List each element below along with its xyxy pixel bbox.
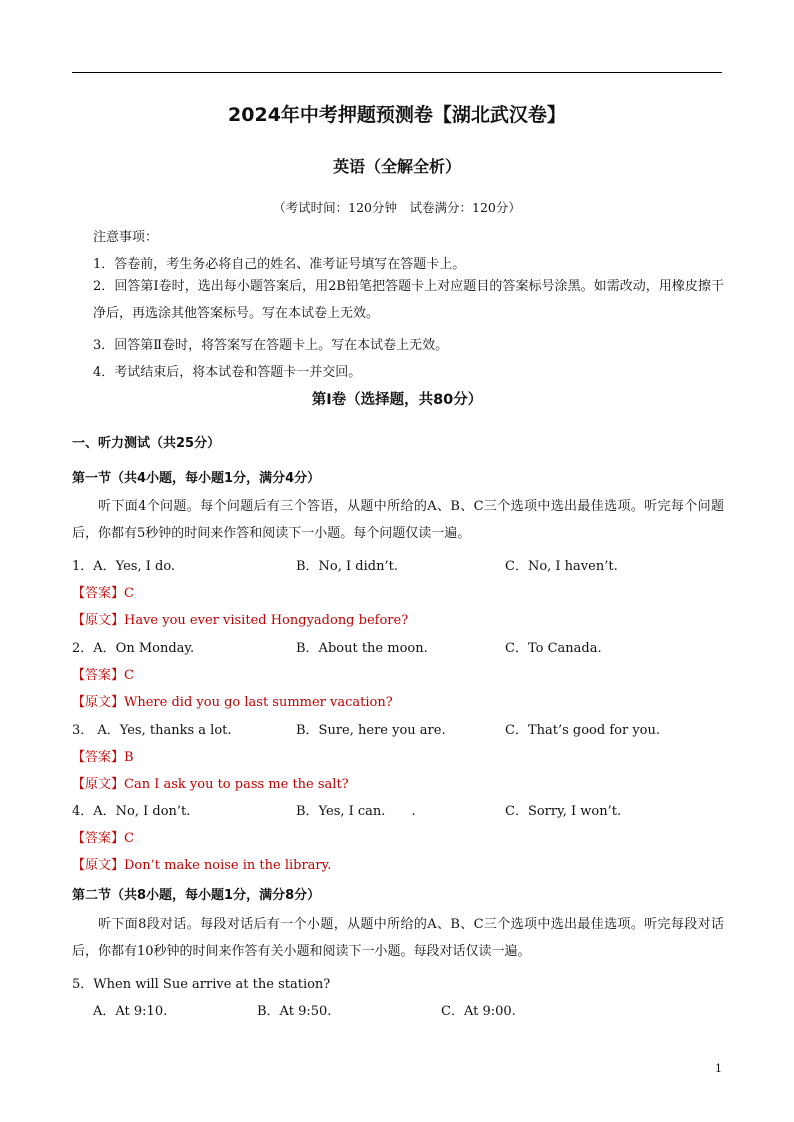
- note-item: 3．回答第Ⅱ卷时，将答案写在答题卡上。写在本试卷上无效。: [93, 338, 449, 353]
- option-b: B．At 9:50.: [257, 1004, 332, 1019]
- subsection-title: 第一节（共4小题，每小题1分，满分4分）: [72, 471, 321, 486]
- option-c: C．To Canada.: [505, 641, 602, 656]
- header-rule: [72, 72, 722, 73]
- option-c: C．That’s good for you.: [505, 723, 660, 738]
- answer: 【答案】C: [72, 586, 134, 601]
- option-c: C．Sorry, I won’t.: [505, 804, 622, 819]
- original-text: 【原文】Where did you go last summer vacation?: [72, 695, 393, 710]
- instructions: 听下面8段对话。每段对话后有一个小题，从题中所给的A、B、C三个选项中选出最佳选项。听完每段对话后，你都有10秒钟的时间来作答有关小题和阅读下一小题。每段对话仅读一遍。: [72, 917, 724, 959]
- note-item: 2．回答第Ⅰ卷时，选出每小题答案后，用2B铅笔把答题卡上对应题目的答案标号涂黑。如需改动，用橡皮擦干净后，再选涂其他答案标号。写在本试卷上无效。: [93, 279, 724, 321]
- option-c: C．No, I haven’t.: [505, 559, 618, 574]
- option-a: 4．A．No, I don’t.: [72, 804, 191, 819]
- question-row: [72, 719, 724, 739]
- original-text: 【原文】Have you ever visited Hongyadong before?: [72, 613, 409, 628]
- option-c: C．At 9:00.: [441, 1004, 516, 1019]
- section-title: 一、听力测试（共25分）: [72, 436, 221, 451]
- document-title: 2024年中考押题预测卷【湖北武汉卷】: [228, 104, 566, 126]
- instructions: 听下面4个问题。每个问题后有三个答语，从题中所给的A、B、C三个选项中选出最佳选项。听完每个问题后，你都有5秒钟的时间来作答和阅读下一小题。每个问题仅读一遍。: [72, 499, 724, 541]
- original-text: 【原文】Can I ask you to pass me the salt?: [72, 777, 349, 792]
- notes-heading: 注意事项：: [93, 230, 159, 245]
- option-a: A．At 9:10.: [93, 1004, 168, 1019]
- option-b: B．Sure, here you are.: [296, 723, 446, 738]
- original-text: 【原文】Don’t make noise in the library.: [72, 858, 332, 873]
- answer: 【答案】C: [72, 668, 134, 683]
- note-item: 4．考试结束后，将本试卷和答题卡一并交回。: [93, 365, 362, 380]
- option-b: B．About the moon.: [296, 641, 428, 656]
- note-item: 1．答卷前，考生务必将自己的姓名、准考证号填写在答题卡上。: [93, 257, 466, 272]
- option-a: 3． A．Yes, thanks a lot.: [72, 723, 232, 738]
- option-a: 2．A．On Monday.: [72, 641, 195, 656]
- option-a: 1．A．Yes, I do.: [72, 559, 176, 574]
- question-row: [72, 637, 724, 657]
- answer: 【答案】B: [72, 750, 134, 765]
- question-stem: 5．When will Sue arrive at the station?: [72, 977, 331, 992]
- option-b: B．No, I didn’t.: [296, 559, 398, 574]
- document-subtitle: 英语（全解全析）: [332, 157, 461, 176]
- option-b: B．Yes, I can. .: [296, 804, 416, 819]
- part-title: 第Ⅰ卷（选择题，共80分）: [311, 392, 483, 408]
- answer: 【答案】C: [72, 831, 134, 846]
- subsection-title: 第二节（共8小题，每小题1分，满分8分）: [72, 888, 321, 903]
- question-row: [72, 800, 724, 820]
- question-row: [72, 1000, 724, 1020]
- page-number: 1: [715, 1062, 722, 1075]
- question-row: [72, 555, 724, 575]
- exam-meta: （考试时间：120分钟 试卷满分：120分）: [273, 200, 521, 215]
